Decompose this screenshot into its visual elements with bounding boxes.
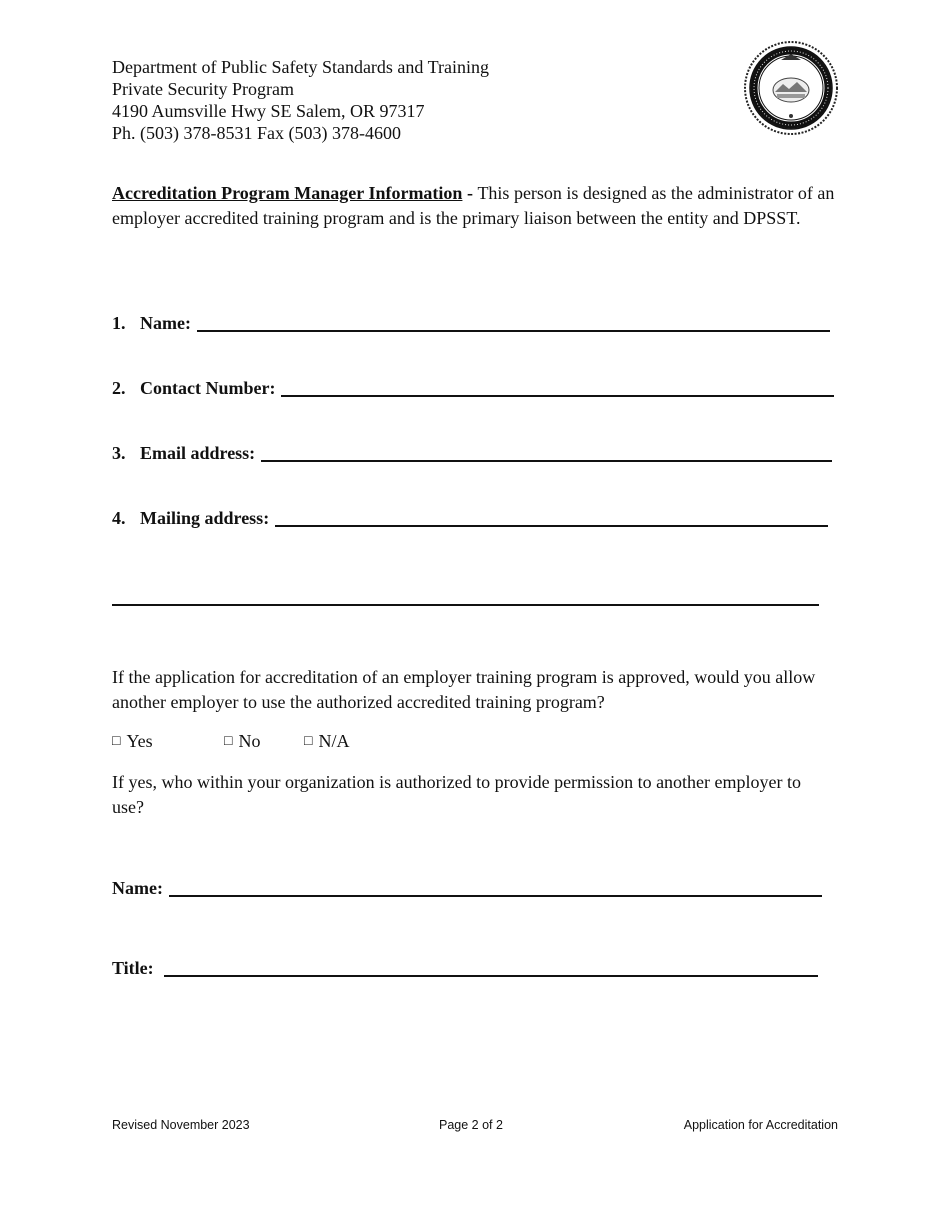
field-label: Title: xyxy=(112,958,154,978)
name-input-line[interactable] xyxy=(197,312,830,332)
section-heading: Accreditation Program Manager Information xyxy=(112,183,463,203)
footer-revised: Revised November 2023 xyxy=(112,1118,250,1132)
field-label: Email address: xyxy=(140,443,256,463)
field-number: 4. xyxy=(112,508,126,528)
email-input-line[interactable] xyxy=(261,442,832,462)
footer-document-title: Application for Accreditation xyxy=(683,1118,838,1132)
authorizer-name-field[interactable] xyxy=(112,875,822,899)
authorizer-name-input-line[interactable] xyxy=(169,877,822,897)
field-label: Contact Number: xyxy=(140,378,276,398)
option-no[interactable] xyxy=(224,731,304,752)
email-address-field[interactable] xyxy=(112,440,832,464)
authorizer-title-field[interactable] xyxy=(112,955,818,979)
authorizer-title-input-line[interactable] xyxy=(164,957,818,977)
agency-header xyxy=(112,56,489,144)
department-name: Department of Public Safety Standards and Training xyxy=(112,57,489,77)
mailing-address-field[interactable] xyxy=(112,505,828,529)
option-label: No xyxy=(238,731,261,751)
checkbox-icon[interactable]: □ xyxy=(224,733,233,749)
dpsst-seal-icon xyxy=(743,40,839,136)
program-name: Private Security Program xyxy=(112,79,294,99)
option-label: Yes xyxy=(126,731,153,751)
footer-page-number: Page 2 of 2 xyxy=(439,1118,503,1132)
field-number: 1. xyxy=(112,313,126,333)
mailing-address-input-line[interactable] xyxy=(275,507,828,527)
option-yes[interactable] xyxy=(112,731,224,752)
sharing-question: If the application for accreditation of an employer training program is approved, would you allow another employer to use the authorized accredited training program? xyxy=(112,667,816,712)
sharing-options xyxy=(112,731,349,752)
option-na[interactable] xyxy=(304,731,349,752)
field-label: Name: xyxy=(140,313,191,333)
agency-phone-fax: Ph. (503) 378-8531 Fax (503) 378-4600 xyxy=(112,123,401,143)
manager-info-intro xyxy=(112,181,840,230)
checkbox-icon[interactable]: □ xyxy=(112,733,121,749)
field-label: Mailing address: xyxy=(140,508,270,528)
field-label: Name: xyxy=(112,878,163,898)
manager-name-field[interactable] xyxy=(112,310,830,334)
agency-address: 4190 Aumsville Hwy SE Salem, OR 97317 xyxy=(112,101,425,121)
option-label: N/A xyxy=(318,731,350,751)
contact-number-field[interactable] xyxy=(112,375,834,399)
field-number: 2. xyxy=(112,378,126,398)
section-description: This person is designed as the administrator of an employer accredited training program and is the primary liaison between the entity and DPSST. xyxy=(112,183,835,228)
mailing-address-line-2[interactable] xyxy=(112,604,819,606)
followup-question: If yes, who within your organization is authorized to provide permission to another employer to use? xyxy=(112,772,802,817)
contact-number-input-line[interactable] xyxy=(281,377,834,397)
checkbox-icon[interactable]: □ xyxy=(304,733,313,749)
heading-separator: - xyxy=(462,183,478,203)
field-number: 3. xyxy=(112,443,126,463)
